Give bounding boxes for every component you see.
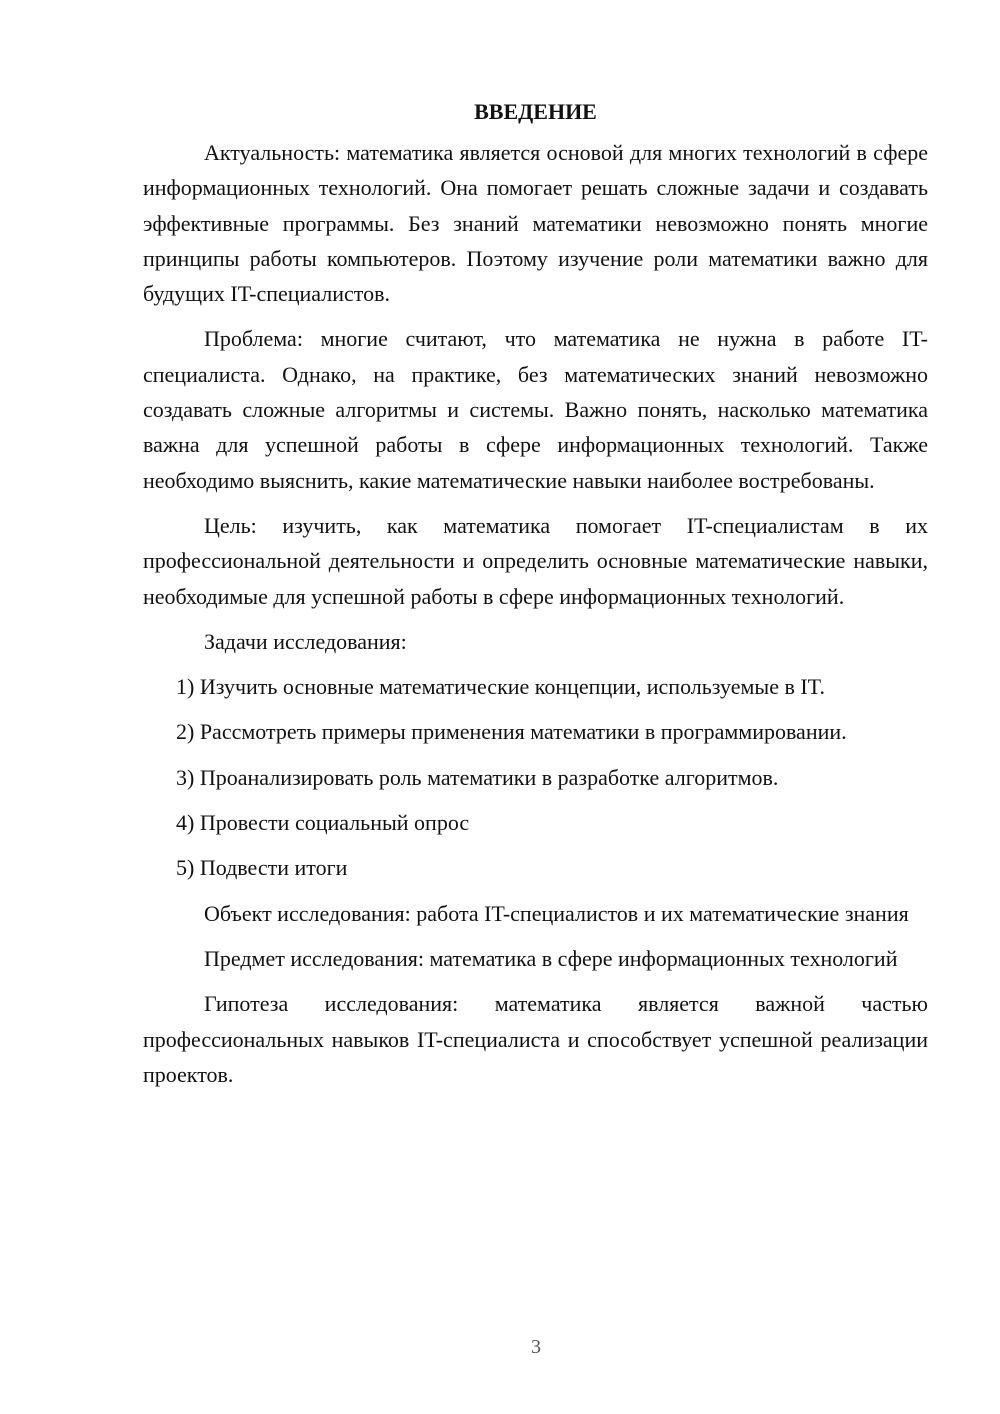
task-item: 1) Изучить основные математические концепции, используемые в IT. [176,674,825,700]
goal-paragraph: Цель: изучить, как математика помогает IT-специалистам в их профессиональной деятельности и определить основные математические навыки, необходимые для успешной работы в сфере информационных технологий. [143,512,928,609]
task-item: 3) Проанализировать роль математики в разработке алгоритмов. [176,764,779,790]
document-body [143,98,928,1102]
section-title: ВВЕДЕНИЕ [474,99,597,124]
subject-paragraph: Предмет исследования: математика в сфере информационных технологий [204,945,898,971]
task-item: 5) Подвести итоги [176,855,348,881]
hypothesis-paragraph: Гипотеза исследования: математика является важной частью профессиональных навыков IT-специалиста и способствует успешной реализации проектов. [143,991,928,1087]
object-paragraph: Объект исследования: работа IT-специалистов и их математические знания [204,900,909,926]
problem-paragraph: Проблема: многие считают, что математика не нужна в работе IT-специалиста. Однако, на практике, без математических знаний невозможно создавать сложные алгоритмы и системы. Важно понять, насколько математика важна для успешной работы в сфере информационных технологий. Также необходимо выяснить, какие математические навыки наиболее востребованы. [143,326,928,493]
relevance-paragraph: Актуальность: математика является основой для многих технологий в сфере информационных технологий. Она помогает решать сложные задачи и создавать эффективные программы. Без знаний математики невозможно понять многие принципы работы компьютеров. Поэтому изучение роли математики важно для будущих IT-специалистов. [143,140,928,307]
page-number: 3 [531,1336,541,1358]
task-item: 2) Рассмотреть примеры применения математики в программировании. [176,719,847,745]
tasks-heading: Задачи исследования: [204,628,407,654]
task-item: 4) Провести социальный опрос [176,810,470,836]
